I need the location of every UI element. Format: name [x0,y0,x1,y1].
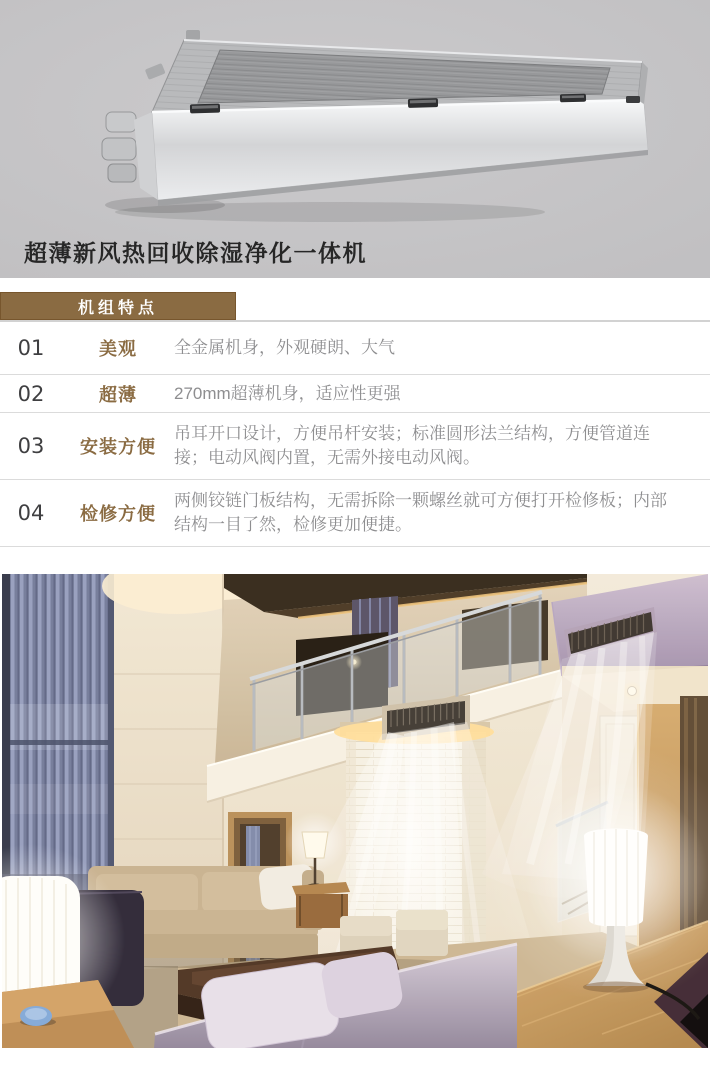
section-header-bar [0,292,236,320]
feature-number: 04 [17,501,45,525]
feature-description: 全金属机身，外观硬朗、大气 [174,338,395,357]
section-header-label: 机组特点 [77,299,158,317]
feature-row [0,322,710,375]
feature-row [0,480,710,547]
feature-label: 超薄 [99,384,137,405]
section-header [0,292,710,322]
feature-number: 02 [17,381,45,406]
feature-label: 美观 [99,339,137,359]
feature-row [0,413,710,480]
feature-row [0,375,710,413]
living-room-photo [2,574,708,1048]
feature-label: 检修方便 [80,504,156,524]
product-hero [0,0,710,278]
feature-description: 吊耳开口设计，方便吊杆安装；标准圆形法兰结构，方便管道连接；电动风阀内置，无需外接电动风阀。 [174,424,650,467]
feature-description: 270mm超薄机身，适应性更强 [174,383,401,403]
hanging-lug [186,30,200,40]
feature-number: 03 [17,434,45,458]
feature-label: 安装方便 [80,437,156,457]
features-section [0,292,710,547]
feature-number: 01 [17,336,45,360]
page-title: 超薄新风热回收除湿净化一体机 [24,240,367,266]
feature-description: 两侧铰链门板结构，无需拆除一颗螺丝就可方便打开检修板；内部结构一目了然，检修更加便捷。 [174,491,667,534]
